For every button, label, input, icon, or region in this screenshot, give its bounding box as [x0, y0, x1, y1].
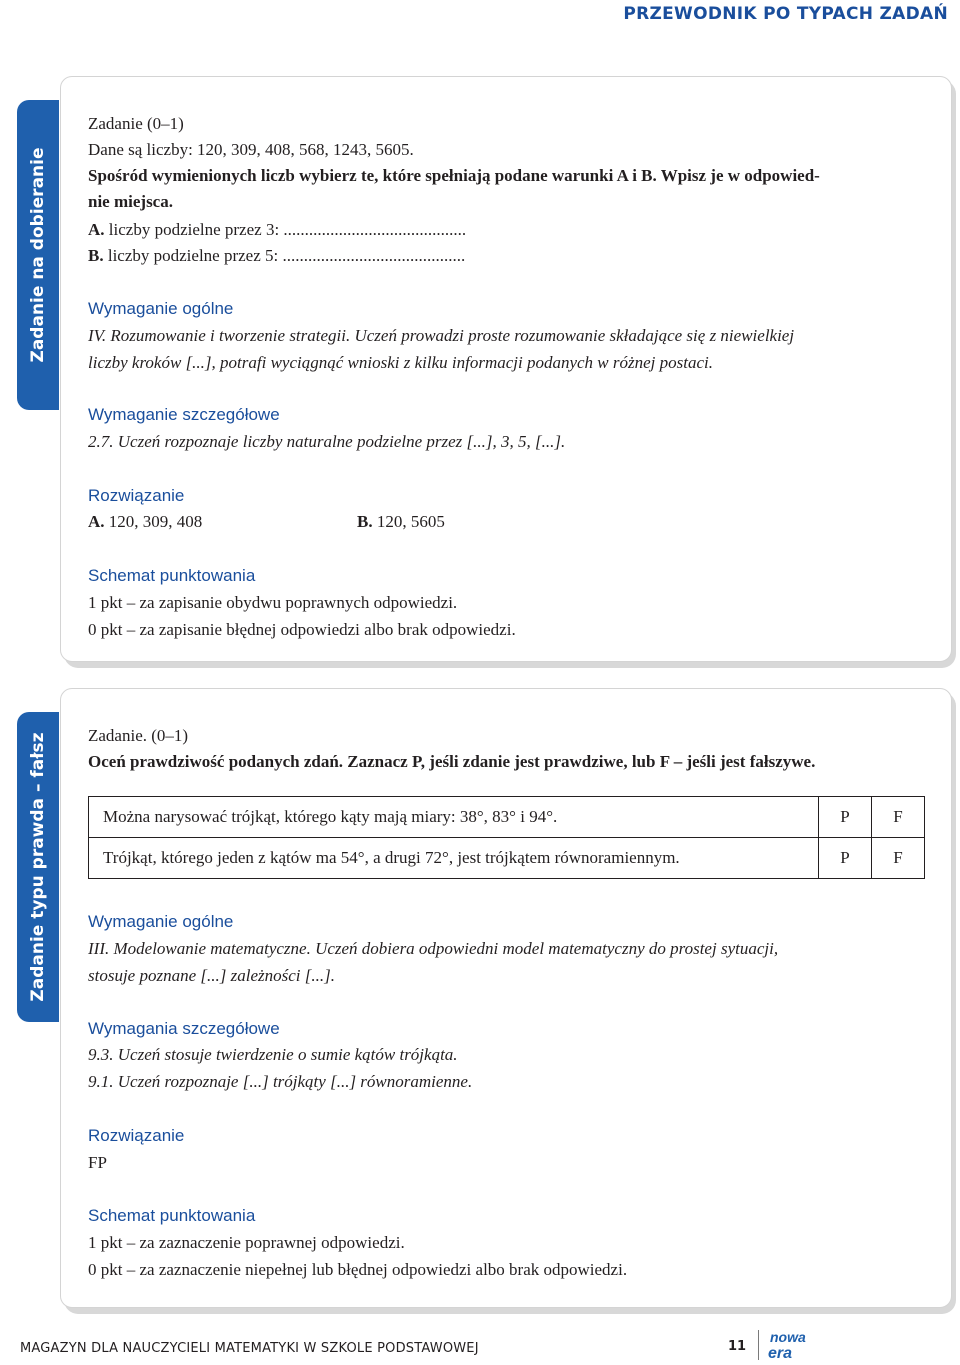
req-general-heading: Wymaganie ogólne	[88, 299, 234, 318]
side-tab-label: Zadanie typu prawda – fałsz	[28, 732, 48, 1002]
solution-a: A. 120, 309, 408	[88, 512, 203, 531]
logo-top-text: nowa	[770, 1329, 806, 1345]
side-tab-matching	[17, 100, 59, 410]
req-general-heading: Wymaganie ogólne	[88, 912, 234, 931]
scoring-heading: Schemat punktowania	[88, 1206, 256, 1225]
nowa-era-logo-icon	[766, 1328, 818, 1364]
true-false-table	[88, 796, 925, 879]
task-numbers: Dane są liczby: 120, 309, 408, 568, 1243, 5605.	[88, 140, 414, 159]
logo-bottom-text: era	[768, 1345, 793, 1362]
task-instruction: Oceń prawdziwość podanych zdań. Zaznacz P, jeśli zdanie jest prawdziwe, lub F – jeśli jest fałszywe.	[88, 752, 816, 771]
req-general-text: IV. Rozumowanie i tworzenie strategii. Uczeń prowadzi proste rozumowanie składające się z niewielkiej	[88, 326, 795, 345]
scoring-0pt: 0 pkt – za zaznaczenie niepełnej lub błędnej odpowiedzi albo brak odpowiedzi.	[88, 1260, 628, 1279]
req-detail-text: 2.7. Uczeń rozpoznaje liczby naturalne podzielne przez [...], 3, 5, [...].	[88, 432, 566, 451]
table-row	[89, 838, 925, 879]
table-row	[89, 797, 925, 838]
option-f[interactable]: F	[872, 838, 925, 879]
page-number: 11	[728, 1339, 747, 1354]
option-f[interactable]: F	[872, 797, 925, 838]
scoring-heading: Schemat punktowania	[88, 566, 256, 585]
scoring-1pt: 1 pkt – za zaznaczenie poprawnej odpowiedzi.	[88, 1233, 405, 1252]
option-p[interactable]: P	[819, 797, 872, 838]
option-p[interactable]: P	[819, 838, 872, 879]
req-detail-heading: Wymaganie szczegółowe	[88, 405, 280, 424]
footer-divider	[758, 1330, 759, 1360]
scoring-1pt: 1 pkt – za zapisanie obydwu poprawnych odpowiedzi.	[88, 593, 458, 612]
req-general-text: III. Modelowanie matematyczne. Uczeń dobiera odpowiedni model matematyczny do prostej sytuacji,	[88, 939, 779, 958]
solution-text: FP	[88, 1153, 107, 1172]
req-general-text-cont: liczby kroków [...], potrafi wyciągnąć wnioski z kilku informacji podanych w różnej postaci.	[88, 353, 713, 372]
statement-text: Można narysować trójkąt, którego kąty mają miary: 38°, 83° i 94°.	[89, 797, 819, 838]
task-instruction-cont: nie miejsca.	[88, 192, 173, 211]
side-tab-true-false	[17, 712, 59, 1022]
scoring-0pt: 0 pkt – za zapisanie błędnej odpowiedzi albo brak odpowiedzi.	[88, 620, 516, 639]
task-title: Zadanie (0–1)	[88, 114, 184, 133]
solution-heading: Rozwiązanie	[88, 486, 185, 505]
page-header-title: PRZEWODNIK PO TYPACH ZADAŃ	[623, 4, 948, 24]
req-general-text-cont: stosuje poznane [...] zależności [...].	[88, 966, 335, 985]
footer-magazine-title: MAGAZYN DLA NAUCZYCIELI MATEMATYKI W SZKOLE PODSTAWOWEJ	[20, 1341, 479, 1356]
option-a: A. liczby podzielne przez 3: ...........................................	[88, 220, 467, 239]
task-instruction: Spośród wymienionych liczb wybierz te, które spełniają podane warunki A i B. Wpisz je w odpowied-	[88, 166, 820, 185]
req-detail-text: 9.3. Uczeń stosuje twierdzenie o sumie kątów trójkąta.	[88, 1045, 458, 1064]
option-b: B. liczby podzielne przez 5: ...........................................	[88, 246, 466, 265]
req-detail-text-2: 9.1. Uczeń rozpoznaje [...] trójkąty [...] równoramienne.	[88, 1072, 473, 1091]
task-title: Zadanie. (0–1)	[88, 726, 189, 745]
solution-b: B. 120, 5605	[357, 512, 445, 531]
side-tab-label: Zadanie na dobieranie	[28, 147, 48, 363]
statement-text: Trójkąt, którego jeden z kątów ma 54°, a drugi 72°, jest trójkątem równoramiennym.	[89, 838, 819, 879]
req-detail-heading: Wymagania szczegółowe	[88, 1019, 280, 1038]
solution-heading: Rozwiązanie	[88, 1126, 185, 1145]
